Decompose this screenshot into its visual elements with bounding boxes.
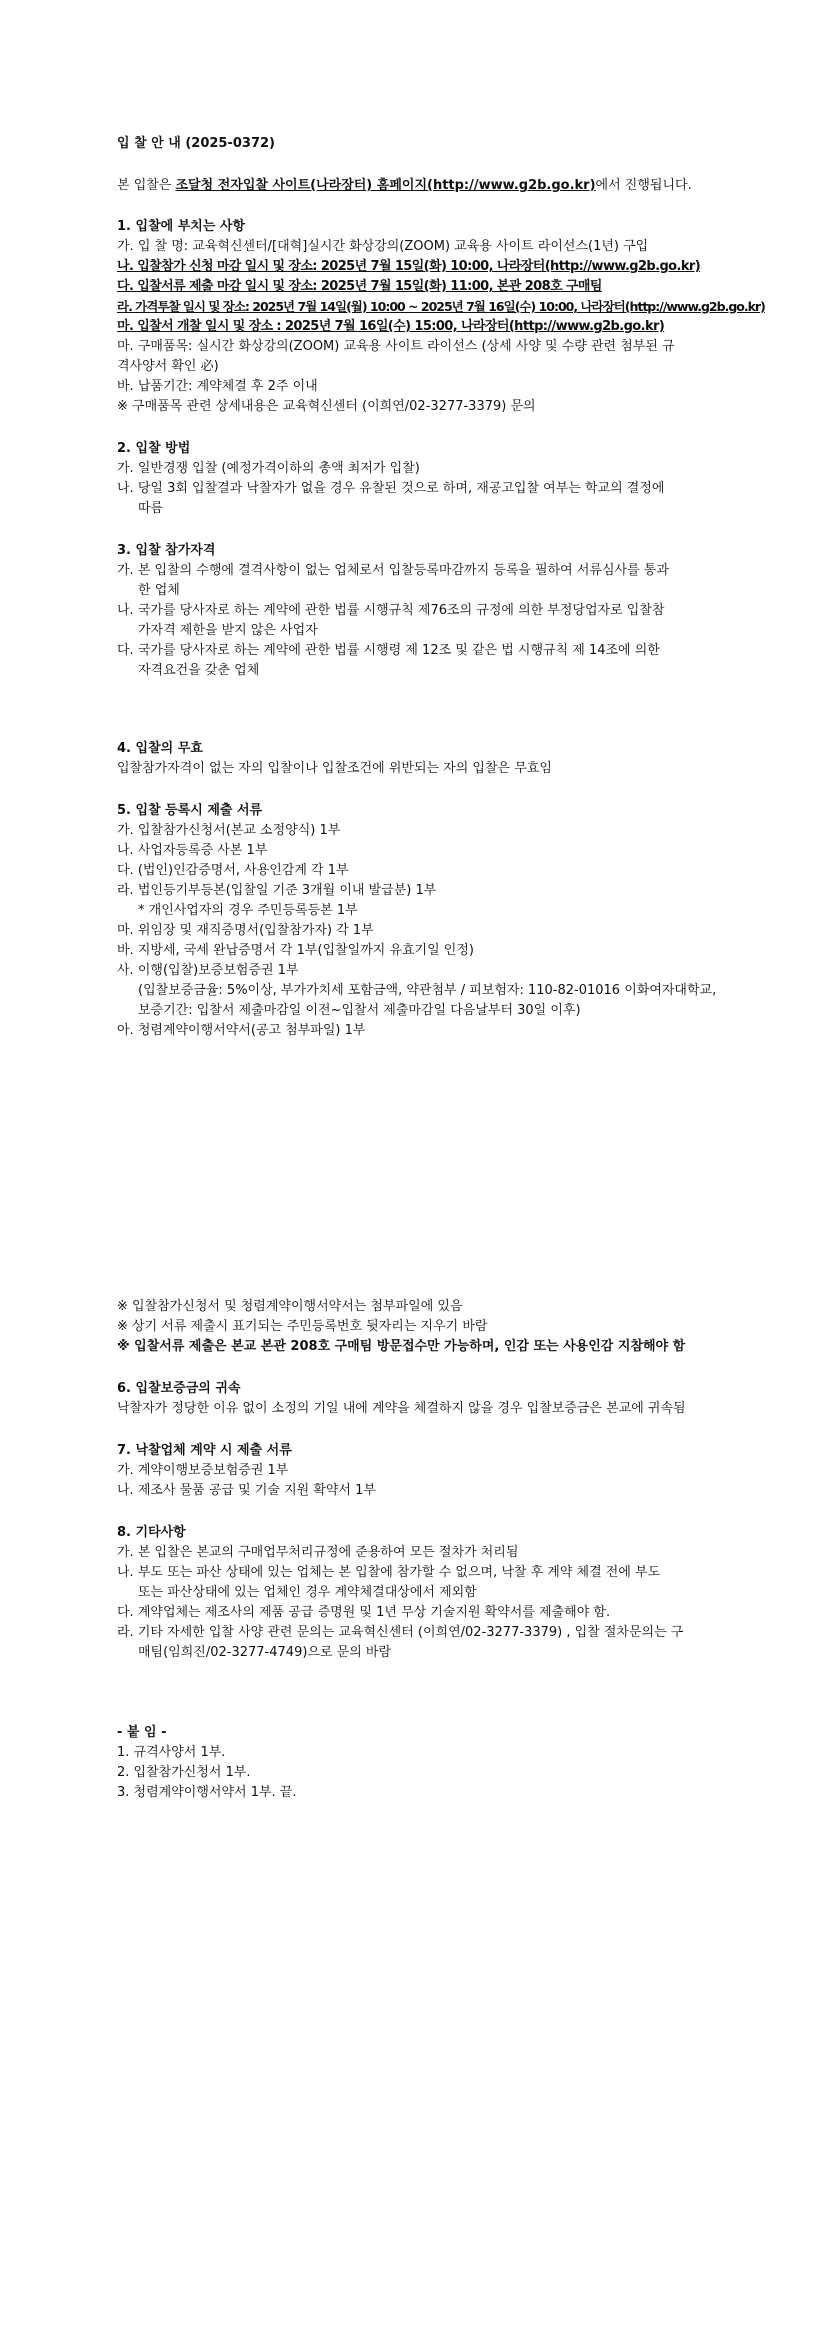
section-6-heading: 6. 입찰보증금의 귀속 [117,1381,241,1396]
section-8-item: 나. 부도 또는 파산 상태에 있는 업체는 본 입찰에 참가할 수 없으며, 낙찰 후 계약 체결 전에 부도 [117,1565,661,1580]
section-1-note: ※ 구매품목 관련 상세내용은 교육혁신센터 (이희연/02-3277-3379) 문의 [117,399,536,414]
intro-site: 조달청 전자입찰 사이트(나라장터) 홈페이지(http://www.g2b.go.kr) [175,178,596,193]
note-line: ※ 입찰참가신청서 및 청렴계약이행서약서는 첨부파일에 있음 [117,1299,463,1314]
note-line-bold: ※ 입찰서류 제출은 본교 본관 208호 구매팀 방문접수만 가능하며, 인감 또는 사용인감 지참해야 함 [117,1339,686,1354]
section-5-item: 마. 위임장 및 재직증명서(입찰참가자) 각 1부 [117,923,374,938]
section-5-item: 사. 이행(입찰)보증보험증권 1부 [117,963,299,978]
section-8-item: 라. 기타 자세한 입찰 사양 관련 문의는 교육혁신센터 (이희연/02-3277-3379) , 입찰 절차문의는 구 [117,1625,684,1640]
attachment-item: 3. 청렴계약이행서약서 1부. 끝. [117,1785,297,1800]
section-3-item-cont: 가자격 제한을 받지 않은 사업자 [138,623,318,638]
section-2-item-cont: 따름 [138,501,164,516]
section-5-item: 아. 청렴계약이행서약서(공고 첨부파일) 1부 [117,1023,366,1038]
attachment-item: 2. 입찰참가신청서 1부. [117,1765,251,1780]
section-3-item: 가. 본 입찰의 수행에 결격사항이 없는 업체로서 입찰등록마감까지 등록을 필하여 서류심사를 통과 [117,563,669,578]
section-1-item: 다. 입찰서류 제출 마감 일시 및 장소: 2025년 7월 15일(화) 11:00, 본관 208호 구매팀 [117,279,602,294]
section-1-item-cont: 격사양서 확인 必) [117,359,219,374]
section-4-heading: 4. 입찰의 무효 [117,741,203,756]
note-line: ※ 상기 서류 제출시 표기되는 주민등록번호 뒷자리는 지우기 바람 [117,1319,488,1334]
section-3-item: 다. 국가를 당사자로 하는 계약에 관한 법률 시행령 제 12조 및 같은 법 시행규칙 제 14조에 의한 [117,643,660,658]
section-5-item: 라. 법인등기부등본(입찰일 기준 3개월 이내 발급분) 1부 [117,883,437,898]
section-8-item: 다. 계약업체는 제조사의 제품 공급 증명원 및 1년 무상 기술지원 확약서를 제출해야 함. [117,1605,611,1620]
section-3-heading: 3. 입찰 참가자격 [117,543,216,558]
section-1-item: 라. 가격투찰 일시 및 장소: 2025년 7월 14일(월) 10:00 ~ 2025년 7월 16일(수) 10:00, 나라장터(http://www.g2b.go.kr) [117,299,765,314]
section-1-item: 나. 입찰참가 신청 마감 일시 및 장소: 2025년 7월 15일(화) 10:00, 나라장터(http://www.g2b.go.kr) [117,259,701,274]
section-5-item: 다. (법인)인감증명서, 사용인감계 각 1부 [117,863,349,878]
section-7-item: 나. 제조사 물품 공급 및 기술 지원 확약서 1부 [117,1483,376,1498]
section-5-item: 바. 지방세, 국세 완납증명서 각 1부(입찰일까지 유효기일 인정) [117,943,474,958]
intro-paragraph [117,177,767,195]
section-5-subitem: 보증기간: 입찰서 제출마감일 이전~입찰서 제출마감일 다음날부터 30일 이후) [138,1003,581,1018]
section-5-subitem: * 개인사업자의 경우 주민등록등본 1부 [138,903,358,918]
section-1-item: 마. 구매품목: 실시간 화상강의(ZOOM) 교육용 사이트 라이선스 (상세 사양 및 수량 관련 첨부된 규 [117,339,675,354]
section-1-item: 마. 입찰서 개찰 일시 및 장소 : 2025년 7월 16일(수) 15:00, 나라장터(http://www.g2b.go.kr) [117,319,665,334]
document-title: 입 찰 안 내 (2025-0372) [117,136,275,151]
section-1-item: 바. 납품기간: 계약체결 후 2주 이내 [117,379,318,394]
attachment-item: 1. 규격사양서 1부. [117,1745,226,1760]
section-2-heading: 2. 입찰 방법 [117,441,191,456]
section-1-heading: 1. 입찰에 부치는 사항 [117,219,246,234]
intro-suffix: 에서 진행됩니다. [595,178,692,193]
section-6-text: 낙찰자가 정당한 이유 없이 소정의 기일 내에 계약을 체결하지 않을 경우 입찰보증금은 본교에 귀속됨 [117,1401,686,1416]
intro-prefix: 본 입찰은 [117,178,176,193]
section-7-heading: 7. 낙찰업체 계약 시 제출 서류 [117,1443,292,1458]
section-5-subitem: (입찰보증금율: 5%이상, 부가가치세 포함금액, 약관첨부 / 피보험자: 110-82-01016 이화여자대학교, [138,983,717,998]
section-3-item-cont: 한 업체 [138,583,180,598]
section-7-item: 가. 계약이행보증보험증권 1부 [117,1463,289,1478]
section-4-text: 입찰참가자격이 없는 자의 입찰이나 입찰조건에 위반되는 자의 입찰은 무효임 [117,761,552,776]
section-8-heading: 8. 기타사항 [117,1525,186,1540]
section-8-item: 가. 본 입찰은 본교의 구매업무처리규정에 준용하여 모든 절차가 처리됨 [117,1545,519,1560]
section-3-item-cont: 자격요건을 갖춘 업체 [138,663,260,678]
section-8-item-cont: 매팀(임희진/02-3277-4749)으로 문의 바람 [138,1645,392,1660]
attachments-heading: - 붙 임 - [117,1725,167,1740]
section-8-item-cont: 또는 파산상태에 있는 업체인 경우 계약체결대상에서 제외함 [138,1585,477,1600]
section-5-heading: 5. 입찰 등록시 제출 서류 [117,803,263,818]
section-5-item: 가. 입찰참가신청서(본교 소정양식) 1부 [117,823,341,838]
section-2-item: 나. 당일 3회 입찰결과 낙찰자가 없을 경우 유찰된 것으로 하며, 재공고입찰 여부는 학교의 결정에 [117,481,665,496]
section-5-item: 나. 사업자등록증 사본 1부 [117,843,268,858]
section-3-item: 나. 국가를 당사자로 하는 계약에 관한 법률 시행규칙 제76조의 규정에 의한 부정당업자로 입찰참 [117,603,665,618]
section-2-item: 가. 일반경쟁 입찰 (예정가격이하의 총액 최저가 입찰) [117,461,420,476]
section-1-item: 가. 입 찰 명: 교육혁신센터/[대혁]실시간 화상강의(ZOOM) 교육용 사이트 라이선스(1년) 구입 [117,239,649,254]
